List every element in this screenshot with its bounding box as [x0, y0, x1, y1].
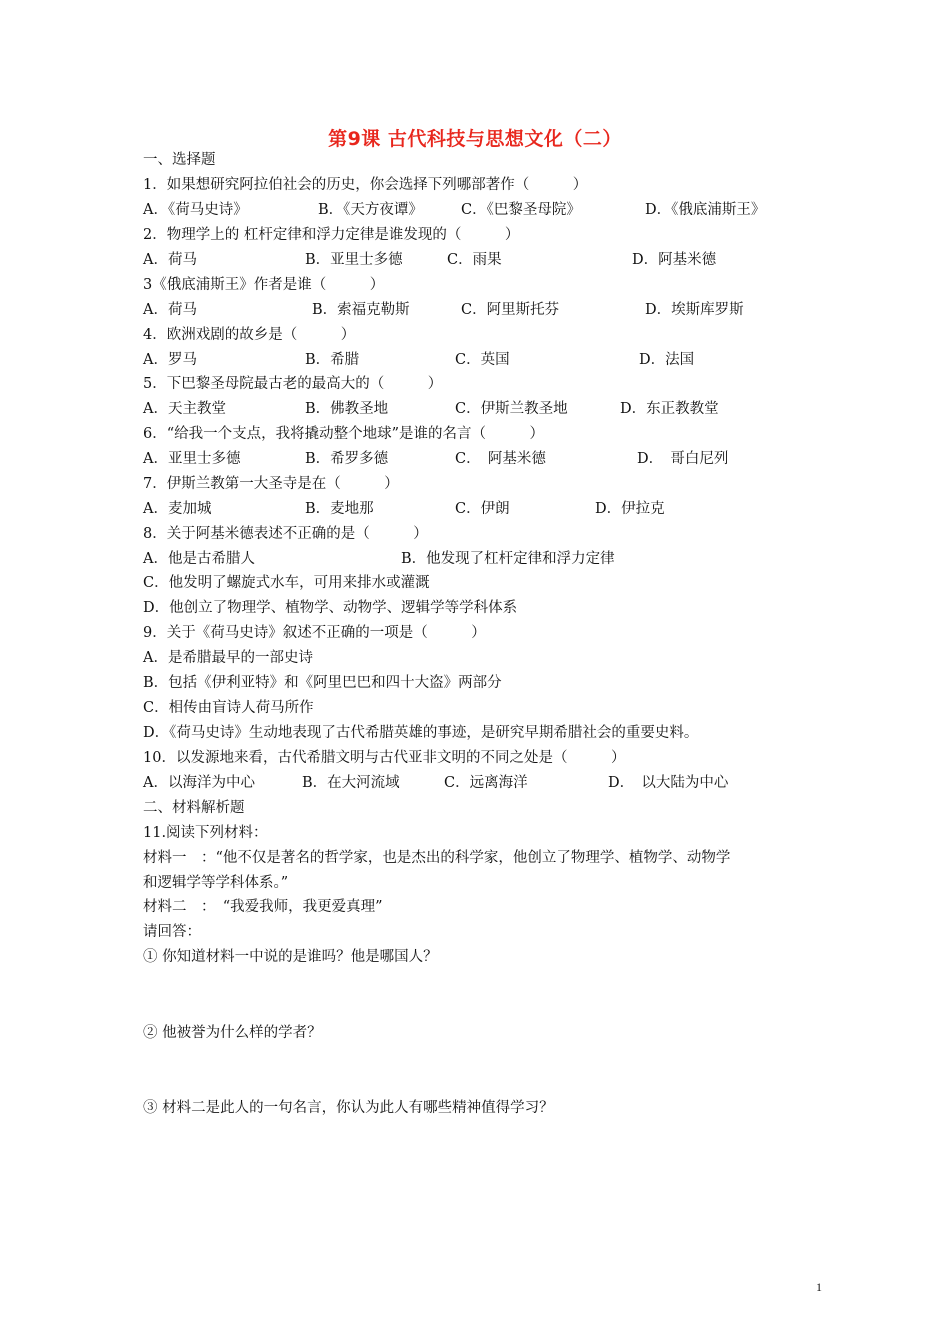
section-heading-material: 二、材料解析题: [143, 800, 245, 816]
option-b: B．麦地那: [305, 501, 374, 517]
option-a: A．他是古希腊人: [143, 551, 255, 567]
question-8-stem: 8．关于阿基米德表述不正确的是（ ）: [143, 526, 428, 542]
sub-question-3: ③ 材料二是此人的一句名言，你认为此人有哪些精神值得学习？: [143, 1100, 554, 1116]
sub-question-1: ① 你知道材料一中说的是谁吗？他是哪国人？: [143, 949, 438, 965]
option-d: D．《俄底浦斯王》: [645, 202, 766, 218]
option-b: B．他发现了杠杆定律和浮力定律: [401, 551, 615, 567]
question-3-stem: 3《俄底浦斯王》作者是谁（ ）: [143, 277, 385, 293]
option-b: B．希腊: [305, 352, 360, 368]
option-a: A．荷马: [143, 252, 197, 268]
material-1-line-1: 材料一 ：“他不仅是著名的哲学家，也是杰出的科学家，他创立了物理学、植物学、动物学: [143, 850, 731, 866]
option-c: C． 阿基米德: [455, 451, 546, 467]
option-c: C．阿里斯托芬: [461, 302, 560, 318]
question-5-stem: 5．下巴黎圣母院最古老的最高大的（ ）: [143, 376, 443, 392]
question-9-option-c: C．相传由盲诗人荷马所作: [143, 700, 314, 716]
section-heading-choice: 一、选择题: [143, 152, 216, 168]
option-d: D． 以大陆为中心: [608, 775, 729, 791]
question-6-stem: 6．“给我一个支点，我将撬动整个地球”是谁的名言（ ）: [143, 426, 545, 442]
option-c: C．《巴黎圣母院》: [461, 202, 581, 218]
option-b: B．《天方夜谭》: [318, 202, 423, 218]
option-a: A．《荷马史诗》: [143, 202, 248, 218]
question-9-option-d: D．《荷马史诗》生动地表现了古代希腊英雄的事迹，是研究早期希腊社会的重要史料。: [143, 725, 699, 741]
question-8-option-c: C．他发明了螺旋式水车，可用来排水或灌溉: [143, 575, 430, 591]
option-c: C．雨果: [447, 252, 502, 268]
option-c: C．伊斯兰教圣地: [455, 401, 568, 417]
option-b: B．佛教圣地: [305, 401, 389, 417]
question-11-stem: 11.阅读下列材料：: [143, 825, 268, 841]
page-number: 1: [816, 1280, 822, 1294]
option-b: B．在大河流域: [302, 775, 400, 791]
sub-question-2: ② 他被誉为什么样的学者？: [143, 1025, 322, 1041]
option-b: B．希罗多德: [305, 451, 389, 467]
question-8-option-d: D．他创立了物理学、植物学、动物学、逻辑学等学科体系: [143, 600, 518, 616]
question-2-stem: 2．物理学上的 杠杆定律和浮力定律是谁发现的（ ）: [143, 227, 520, 243]
option-d: D． 哥白尼列: [637, 451, 729, 467]
option-a: A．荷马: [143, 302, 197, 318]
option-b: B．索福克勒斯: [312, 302, 410, 318]
question-9-option-b: B．包括《伊利亚特》和《阿里巴巴和四十大盗》两部分: [143, 675, 502, 691]
option-c: C．伊朗: [455, 501, 510, 517]
question-9-option-a: A．是希腊最早的一部史诗: [143, 650, 313, 666]
option-a: A．以海洋为中心: [143, 775, 255, 791]
option-a: A．亚里士多德: [143, 451, 241, 467]
option-a: A．天主教堂: [143, 401, 226, 417]
question-7-stem: 7．伊斯兰教第一大圣寺是在（ ）: [143, 476, 399, 492]
option-a: A．麦加城: [143, 501, 212, 517]
option-d: D．埃斯库罗斯: [645, 302, 744, 318]
question-1-stem: 1．如果想研究阿拉伯社会的历史，你会选择下列哪部著作（ ）: [143, 177, 588, 193]
question-9-stem: 9．关于《荷马史诗》叙述不正确的一项是（ ）: [143, 625, 486, 641]
option-b: B．亚里士多德: [305, 252, 403, 268]
option-c: C．远离海洋: [444, 775, 528, 791]
page-title: 第9课 古代科技与思想文化（二）: [328, 128, 622, 150]
question-10-stem: 10．以发源地来看，古代希腊文明与古代亚非文明的不同之处是（ ）: [143, 750, 626, 766]
option-a: A．罗马: [143, 352, 197, 368]
option-d: D．东正教教堂: [620, 401, 719, 417]
answer-prompt: 请回答：: [143, 924, 201, 940]
option-d: D．阿基米德: [632, 252, 717, 268]
option-c: C．英国: [455, 352, 510, 368]
material-2: 材料二 ： “我爱我师，我更爱真理”: [143, 899, 383, 915]
material-1-line-2: 和逻辑学等学科体系。”: [143, 875, 289, 891]
option-d: D．伊拉克: [595, 501, 665, 517]
question-4-stem: 4．欧洲戏剧的故乡是（ ）: [143, 327, 356, 343]
option-d: D．法国: [639, 352, 695, 368]
